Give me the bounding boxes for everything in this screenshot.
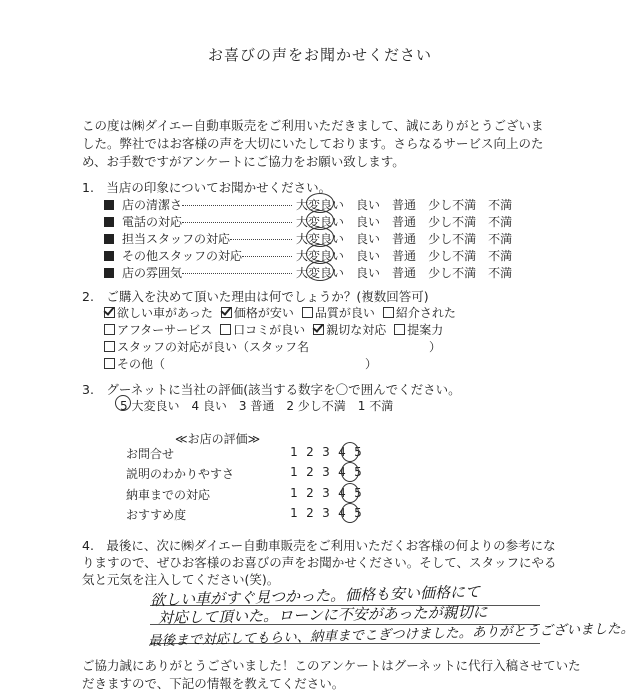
impression-option[interactable]: 不満 <box>488 232 513 246</box>
intro-text: この度は㈱ダイエー自動車販売をご利用いただきまして、誠にありがとうございました。弊社ではお客様の声を大切にいたしております。さらなるサービス向上のため、お手数ですがアンケートにご協力をお願い致します。 <box>82 118 544 169</box>
question-1-label: 1. 当店の印象についてお聞かせください。 <box>82 180 332 195</box>
circled-mark <box>306 261 334 281</box>
question-2-line-2 <box>104 321 451 338</box>
question-3-label: 3. グーネットに当社の評価(該当する数字を〇で囲んでください。 <box>82 382 461 397</box>
rating-number[interactable]: 5 <box>354 486 362 500</box>
impression-option[interactable]: 良い <box>356 249 381 263</box>
impression-option[interactable]: 少し不満 <box>428 215 477 229</box>
checkbox-staff[interactable] <box>104 341 115 352</box>
rating-number[interactable]: 4 <box>338 486 346 500</box>
impression-option[interactable]: 普通 <box>392 198 417 212</box>
impression-option[interactable]: 良い <box>356 198 381 212</box>
rating-number[interactable]: 4 <box>338 506 346 520</box>
impression-option[interactable]: 大変良い <box>296 215 345 229</box>
reason-label: アフターサービス <box>117 323 213 337</box>
dotted-leader <box>182 273 292 274</box>
rating-number[interactable]: 5 <box>354 445 362 459</box>
rating-number[interactable]: 2 <box>306 506 314 520</box>
impression-option[interactable]: 良い <box>356 232 381 246</box>
question-2-staff-line <box>104 338 441 355</box>
impression-option[interactable]: 良い <box>356 266 381 280</box>
impression-option[interactable]: 少し不満 <box>428 198 477 212</box>
evaluation-row <box>126 445 362 462</box>
evaluation-row-label: 納車までの対応 <box>126 488 211 502</box>
other-label: その他（ <box>117 357 166 371</box>
impression-option[interactable]: 普通 <box>392 215 417 229</box>
impression-option[interactable]: 少し不満 <box>428 232 477 246</box>
impression-option[interactable]: 大変良い <box>296 266 345 280</box>
circled-mark <box>115 395 131 411</box>
other-close-paren: ） <box>365 357 378 371</box>
dotted-leader <box>230 239 292 240</box>
impression-option[interactable]: 大変良い <box>296 232 345 246</box>
handwritten-answer-line-3: 最後まで対応してもらい、納車までこぎつけました。ありがとうございました。 <box>147 620 635 650</box>
impression-option[interactable]: 普通 <box>392 232 417 246</box>
question-2-line-1 <box>104 304 464 321</box>
evaluation-row <box>126 486 362 503</box>
circled-mark <box>341 442 359 462</box>
reason-checkbox[interactable] <box>394 324 405 335</box>
reason-checkbox[interactable] <box>104 324 115 335</box>
rating-number[interactable]: 2 <box>306 486 314 500</box>
rating-number[interactable]: 4 <box>338 465 346 479</box>
footer-text: ご協力誠にありがとうございました！このアンケートはグーネットに代行入稿させていただきますので、下記の情報を教えてください。 <box>82 658 581 691</box>
bullet-icon <box>104 251 114 261</box>
reason-label: 紹介された <box>395 306 456 320</box>
impression-option[interactable]: 大変良い <box>296 198 345 212</box>
impression-row-label: 担当スタッフの対応 <box>122 232 231 246</box>
rating-number[interactable]: 1 <box>290 445 298 459</box>
impression-option[interactable]: 少し不満 <box>428 249 477 263</box>
impression-option[interactable]: 不満 <box>488 198 513 212</box>
impression-option[interactable]: 普通 <box>392 249 417 263</box>
rating-number[interactable]: 5 <box>354 506 362 520</box>
impression-option[interactable]: 少し不満 <box>428 266 477 280</box>
rating-number[interactable]: 4 <box>338 445 346 459</box>
evaluation-table-title: ≪お店の評価≫ <box>175 432 261 446</box>
rating-number[interactable]: 3 <box>322 465 330 479</box>
impression-option[interactable]: 不満 <box>488 215 513 229</box>
reason-label: 口コミが良い <box>233 323 306 337</box>
circled-mark <box>341 483 359 503</box>
question-3-scale: 5 大変良い 4 良い 3 普通 2 少し不満 1 不満 <box>120 399 394 413</box>
bullet-icon <box>104 217 114 227</box>
rating-number[interactable]: 1 <box>290 506 298 520</box>
staff-label: スタッフの対応が良い（スタッフ名 <box>117 340 310 354</box>
circled-mark <box>341 462 359 482</box>
checkbox-other[interactable] <box>104 358 115 369</box>
reason-checkbox[interactable] <box>221 307 232 318</box>
evaluation-row <box>126 465 362 482</box>
impression-row-label: 店の雰囲気 <box>122 266 183 280</box>
reason-label: 親切な対応 <box>326 323 387 337</box>
bullet-icon <box>104 200 114 210</box>
evaluation-row <box>126 506 362 523</box>
dotted-leader <box>182 205 292 206</box>
handwritten-answer-line-2: 対応して頂いた。ローンに不安があったが親切に <box>157 603 488 627</box>
question-2-label: 2. ご購入を決めて頂いた理由は何でしょうか？(複数回答可) <box>82 289 429 304</box>
reason-checkbox[interactable] <box>104 307 115 318</box>
impression-option[interactable]: 不満 <box>488 266 513 280</box>
evaluation-row-label: お問合せ <box>126 447 175 461</box>
reason-label: 価格が安い <box>233 306 294 320</box>
impression-row-label: その他スタッフの対応 <box>122 249 243 263</box>
reason-label: 欲しい車があった <box>117 306 213 320</box>
evaluation-row-label: 説明のわかりやすさ <box>126 467 235 481</box>
reason-label: 品質が良い <box>314 306 375 320</box>
dotted-leader <box>242 256 292 257</box>
impression-row-label: 店の清潔さ <box>122 198 183 212</box>
circled-mark <box>341 503 359 523</box>
reason-checkbox[interactable] <box>302 307 313 318</box>
rating-number[interactable]: 1 <box>290 465 298 479</box>
question-2-other-line <box>104 355 377 372</box>
rating-number[interactable]: 5 <box>354 465 362 479</box>
question-4-label: 4. 最後に、次に㈱ダイエー自動車販売をご利用いただくお客様の何よりの参考になりますので、ぜひお客様のお喜びの声をお聞かせください。そして、スタッフにやる気と元気を注入してください(笑)。 <box>82 538 557 587</box>
rating-number[interactable]: 3 <box>322 445 330 459</box>
impression-option[interactable]: 良い <box>356 215 381 229</box>
reason-label: 提案力 <box>407 323 444 337</box>
bullet-icon <box>104 268 114 278</box>
rating-number[interactable]: 2 <box>306 465 314 479</box>
handwritten-answer-line-1: 欲しい車がすぐ見つかった。価格も安い価格にて <box>149 582 481 610</box>
page-title: お喜びの声をお聞かせください <box>207 46 432 64</box>
impression-option[interactable]: 大変良い <box>296 249 345 263</box>
evaluation-row-label: おすすめ度 <box>126 508 187 522</box>
bullet-icon <box>104 234 114 244</box>
reason-checkbox[interactable] <box>313 324 324 335</box>
dotted-leader <box>182 222 292 223</box>
impression-row-label: 電話の対応 <box>122 215 183 229</box>
reason-checkbox[interactable] <box>383 307 394 318</box>
impression-option[interactable]: 普通 <box>392 266 417 280</box>
reason-checkbox[interactable] <box>220 324 231 335</box>
rating-number[interactable]: 3 <box>322 486 330 500</box>
rating-number[interactable]: 2 <box>306 445 314 459</box>
rating-number[interactable]: 1 <box>290 486 298 500</box>
rating-number[interactable]: 3 <box>322 506 330 520</box>
impression-option[interactable]: 不満 <box>488 249 513 263</box>
staff-close-paren: ） <box>429 340 442 354</box>
